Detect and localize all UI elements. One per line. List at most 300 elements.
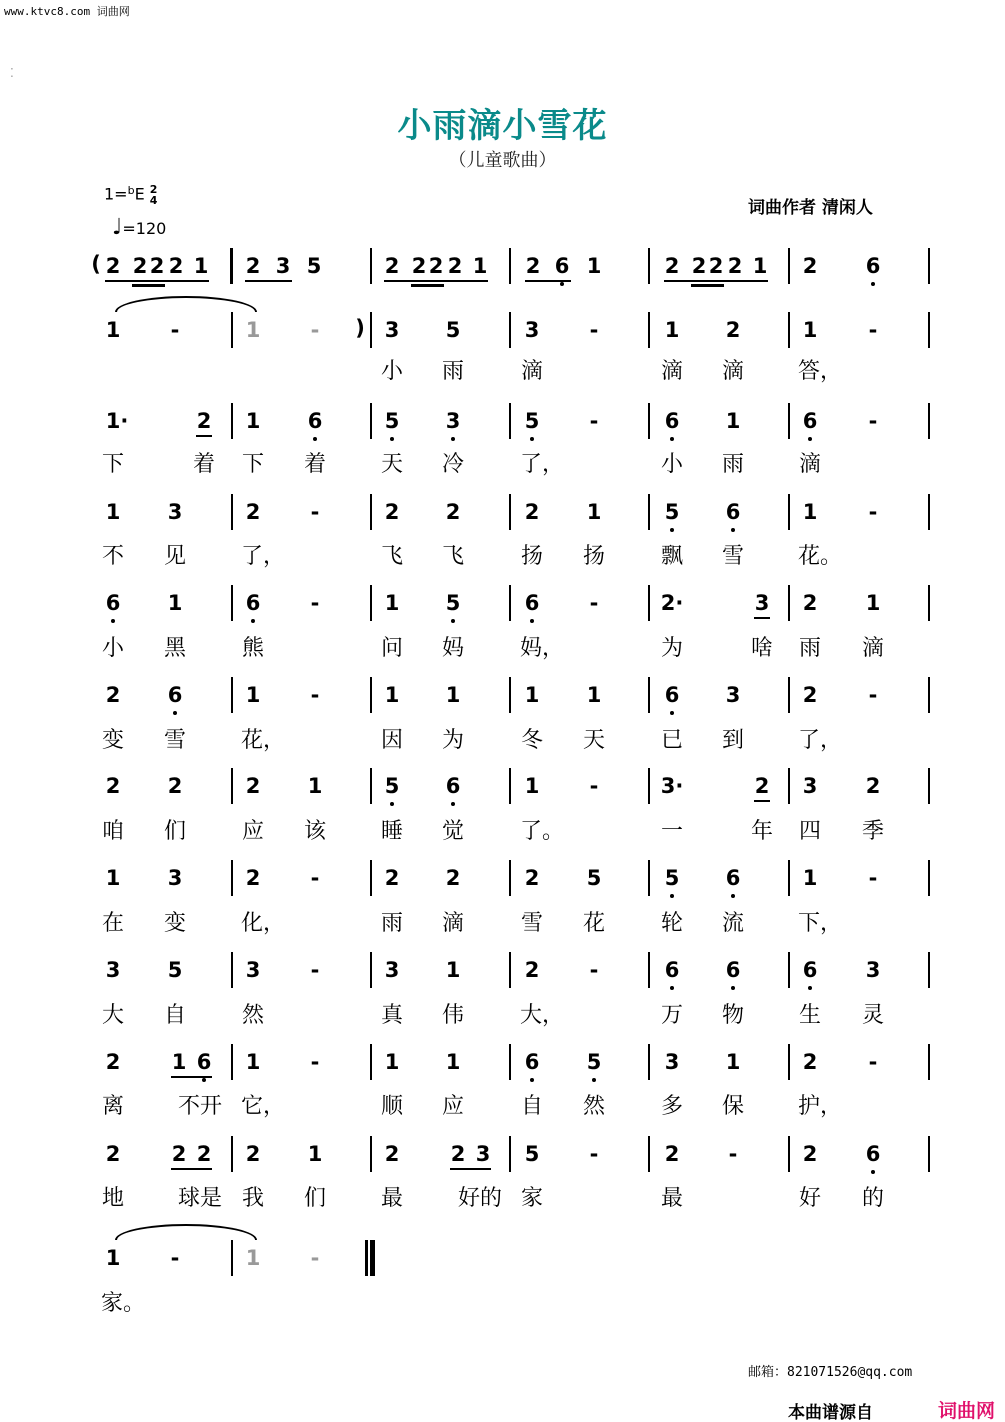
barline bbox=[231, 952, 233, 988]
lyric: 伟 bbox=[441, 1003, 464, 1028]
note: 2 bbox=[384, 500, 400, 524]
note: 1 bbox=[105, 866, 121, 890]
note: 2 bbox=[105, 1050, 121, 1074]
note: 1 bbox=[865, 591, 881, 615]
final-barline bbox=[365, 1240, 368, 1276]
octave-dot bbox=[451, 619, 455, 623]
barline bbox=[648, 1044, 650, 1080]
note: - bbox=[170, 318, 180, 342]
lyric: 了。 bbox=[520, 819, 565, 844]
note: 1 bbox=[524, 683, 540, 707]
lyric: 花 bbox=[582, 911, 605, 936]
barline bbox=[370, 952, 372, 988]
barline bbox=[648, 494, 650, 530]
note: 2 bbox=[384, 1142, 400, 1166]
note: 2 bbox=[802, 254, 818, 278]
lyric: 不开 bbox=[178, 1094, 223, 1119]
note: 3 bbox=[445, 409, 461, 433]
lyric: 多 bbox=[660, 1094, 683, 1119]
barline bbox=[788, 677, 790, 713]
beam-underline bbox=[171, 1076, 212, 1078]
barline bbox=[231, 1240, 233, 1276]
side-mark: ⁚ bbox=[10, 66, 14, 80]
note: 2 bbox=[802, 1050, 818, 1074]
lyric: 天 bbox=[380, 452, 403, 477]
lyric: 最 bbox=[380, 1186, 403, 1211]
note: 2 bbox=[245, 866, 261, 890]
octave-dot bbox=[530, 619, 534, 623]
lyric: 冷 bbox=[441, 452, 464, 477]
note: 2 bbox=[196, 1142, 212, 1166]
note: 2 bbox=[664, 1142, 680, 1166]
lyric: 到 bbox=[721, 728, 744, 753]
note: 2 bbox=[450, 1142, 466, 1166]
note: 1 bbox=[245, 1246, 261, 1270]
barline bbox=[648, 1136, 650, 1172]
lyric: 为 bbox=[441, 728, 464, 753]
note: 6 bbox=[725, 866, 741, 890]
barline bbox=[509, 1136, 511, 1172]
lyric: 它， bbox=[241, 1094, 286, 1119]
lyric: 自 bbox=[520, 1094, 543, 1119]
lyric: 花， bbox=[241, 728, 286, 753]
lyric: 啥 bbox=[750, 636, 773, 661]
note: 5 bbox=[445, 591, 461, 615]
note: 1 bbox=[307, 774, 323, 798]
barline bbox=[509, 1044, 511, 1080]
final-barline-thick bbox=[370, 1240, 375, 1276]
lyric: 家 bbox=[520, 1186, 543, 1211]
note: 1 bbox=[171, 1050, 187, 1074]
barline bbox=[509, 860, 511, 896]
note: 1 bbox=[245, 318, 261, 342]
barline bbox=[788, 494, 790, 530]
beam-underline bbox=[664, 280, 768, 282]
note: 1 bbox=[384, 683, 400, 707]
note: 6 bbox=[725, 958, 741, 982]
barline bbox=[788, 312, 790, 348]
lyric: 的 bbox=[861, 1186, 884, 1211]
barline bbox=[928, 403, 930, 439]
lyric: 们 bbox=[303, 1186, 326, 1211]
barline bbox=[788, 768, 790, 804]
octave-dot bbox=[313, 437, 317, 441]
lyric: 了， bbox=[520, 452, 565, 477]
note: 6 bbox=[105, 591, 121, 615]
lyric: 了， bbox=[241, 544, 286, 569]
note: 2 bbox=[445, 866, 461, 890]
octave-dot bbox=[560, 282, 564, 286]
note: 1 bbox=[802, 318, 818, 342]
lyric: 着 bbox=[303, 452, 326, 477]
note: 5 bbox=[524, 1142, 540, 1166]
note: 6 bbox=[167, 683, 183, 707]
note: 3 bbox=[725, 683, 741, 707]
barline bbox=[928, 585, 930, 621]
lyric: 生 bbox=[798, 1003, 821, 1028]
note: 2 bbox=[149, 254, 165, 278]
lyric: 下， bbox=[798, 911, 843, 936]
quarter-note-icon: ♩ bbox=[112, 215, 123, 240]
note: 3 bbox=[245, 958, 261, 982]
note: 1 bbox=[105, 1246, 121, 1270]
note: 6 bbox=[445, 774, 461, 798]
lyric: 下 bbox=[101, 452, 124, 477]
beam-underline bbox=[525, 280, 571, 282]
octave-dot bbox=[731, 528, 735, 532]
lyric: 睡 bbox=[380, 819, 403, 844]
note: 2 bbox=[691, 254, 707, 278]
lyric: 好的 bbox=[458, 1186, 503, 1211]
note: 1 bbox=[586, 683, 602, 707]
beam-underline bbox=[754, 617, 770, 619]
barline bbox=[928, 494, 930, 530]
note: 1 bbox=[167, 591, 183, 615]
lyric: 雪 bbox=[163, 728, 186, 753]
octave-dot bbox=[251, 619, 255, 623]
barline bbox=[509, 494, 511, 530]
note: 2 bbox=[171, 1142, 187, 1166]
octave-dot bbox=[111, 619, 115, 623]
note: 1 bbox=[245, 409, 261, 433]
barline bbox=[648, 403, 650, 439]
note: - bbox=[868, 318, 878, 342]
lyric: 小 bbox=[380, 359, 403, 384]
octave-dot bbox=[202, 1078, 206, 1082]
note: 1 bbox=[802, 866, 818, 890]
note: 6 bbox=[802, 958, 818, 982]
octave-dot bbox=[530, 1078, 534, 1082]
barline bbox=[788, 248, 790, 284]
note: - bbox=[310, 958, 320, 982]
lyric: 滴 bbox=[660, 359, 683, 384]
octave-dot bbox=[530, 437, 534, 441]
lyric: 化， bbox=[241, 911, 286, 936]
note: 5 bbox=[306, 254, 322, 278]
footer-source: 本曲谱源自 bbox=[788, 1403, 873, 1422]
tie-arc bbox=[115, 296, 257, 312]
key-letter: E bbox=[134, 184, 145, 204]
note: 1 bbox=[193, 254, 209, 278]
note: 2 bbox=[245, 774, 261, 798]
barline bbox=[231, 312, 233, 348]
barline bbox=[788, 585, 790, 621]
barline bbox=[509, 677, 511, 713]
lyric: 流 bbox=[721, 911, 744, 936]
barline bbox=[509, 312, 511, 348]
lyric: 年 bbox=[750, 819, 773, 844]
beam-underline bbox=[450, 1168, 491, 1170]
barline bbox=[370, 768, 372, 804]
note: 6 bbox=[664, 958, 680, 982]
lyric: 大， bbox=[520, 1003, 565, 1028]
lyric: 应 bbox=[441, 1094, 464, 1119]
note: 5 bbox=[586, 866, 602, 890]
beam-underline bbox=[105, 280, 209, 282]
key-prefix: 1= bbox=[104, 184, 128, 204]
lyric: 黑 bbox=[163, 636, 186, 661]
note: 2 bbox=[167, 774, 183, 798]
barline bbox=[370, 494, 372, 530]
note: - bbox=[310, 500, 320, 524]
lyric: 最 bbox=[660, 1186, 683, 1211]
note: 6 bbox=[245, 591, 261, 615]
note: 2 bbox=[196, 409, 212, 433]
note: 2 bbox=[524, 866, 540, 890]
note: 2 bbox=[105, 1142, 121, 1166]
note: 2 bbox=[411, 254, 427, 278]
note: 1 bbox=[445, 958, 461, 982]
time-bottom: 4 bbox=[149, 194, 158, 207]
composer-credit: 词曲作者 清闲人 bbox=[748, 198, 873, 218]
note: 1· bbox=[105, 409, 129, 433]
barline bbox=[370, 677, 372, 713]
barline bbox=[509, 768, 511, 804]
note: 3 bbox=[167, 866, 183, 890]
beam-underline bbox=[132, 285, 165, 287]
note: 1 bbox=[307, 1142, 323, 1166]
note: - bbox=[868, 683, 878, 707]
note: - bbox=[589, 591, 599, 615]
barline bbox=[928, 768, 930, 804]
beam-underline bbox=[411, 285, 444, 287]
note: 3 bbox=[475, 1142, 491, 1166]
note: - bbox=[310, 683, 320, 707]
barline bbox=[370, 1044, 372, 1080]
song-title: 小雨滴小雪花 bbox=[397, 106, 608, 146]
note: 1 bbox=[725, 409, 741, 433]
note: 1 bbox=[384, 591, 400, 615]
note: 3 bbox=[167, 500, 183, 524]
lyric: 离 bbox=[101, 1094, 124, 1119]
note: 1 bbox=[445, 1050, 461, 1074]
note: - bbox=[310, 1050, 320, 1074]
barline bbox=[231, 768, 233, 804]
note: 6 bbox=[524, 591, 540, 615]
barline bbox=[928, 952, 930, 988]
barline bbox=[928, 1136, 930, 1172]
beam-underline bbox=[384, 280, 488, 282]
lyric: 觉 bbox=[441, 819, 464, 844]
note: - bbox=[310, 591, 320, 615]
note: 3 bbox=[384, 958, 400, 982]
octave-dot bbox=[731, 894, 735, 898]
beam-underline bbox=[171, 1168, 212, 1170]
lyric: 变 bbox=[101, 728, 124, 753]
lyric: 扬 bbox=[582, 544, 605, 569]
lyric: 雪 bbox=[520, 911, 543, 936]
lyric: 变 bbox=[163, 911, 186, 936]
lyric: 在 bbox=[101, 911, 124, 936]
lyric: 我 bbox=[241, 1186, 264, 1211]
note: 2 bbox=[725, 318, 741, 342]
note: 3 bbox=[524, 318, 540, 342]
beam-underline bbox=[245, 280, 292, 282]
key-signature bbox=[104, 184, 157, 206]
note: 3 bbox=[754, 591, 770, 615]
lyric: 不 bbox=[101, 544, 124, 569]
octave-dot bbox=[451, 802, 455, 806]
barline bbox=[509, 248, 511, 284]
beam-underline bbox=[196, 435, 212, 437]
lyric: 大 bbox=[101, 1003, 124, 1028]
octave-dot bbox=[808, 437, 812, 441]
note: 2 bbox=[105, 683, 121, 707]
barline bbox=[231, 677, 233, 713]
note: 1 bbox=[586, 254, 602, 278]
lyric: 滴 bbox=[798, 452, 821, 477]
lyric: 已 bbox=[660, 728, 683, 753]
lyric: 见 bbox=[163, 544, 186, 569]
note: 2 bbox=[754, 774, 770, 798]
note: 2 bbox=[802, 1142, 818, 1166]
note: 2· bbox=[660, 591, 684, 615]
note: 2 bbox=[384, 254, 400, 278]
note: 2 bbox=[802, 683, 818, 707]
lyric: 保 bbox=[721, 1094, 744, 1119]
barline bbox=[509, 952, 511, 988]
note: 1 bbox=[586, 500, 602, 524]
barline bbox=[648, 677, 650, 713]
note: 1 bbox=[524, 774, 540, 798]
lyric: 四 bbox=[798, 819, 821, 844]
octave-dot bbox=[670, 528, 674, 532]
lyric: 灵 bbox=[861, 1003, 884, 1028]
barline bbox=[648, 312, 650, 348]
lyric: 咱 bbox=[101, 819, 124, 844]
note: 2 bbox=[525, 254, 541, 278]
note: 2 bbox=[105, 254, 121, 278]
lyric: 问 bbox=[380, 636, 403, 661]
note: 1 bbox=[105, 500, 121, 524]
lyric: 下 bbox=[241, 452, 264, 477]
lyric: 雪 bbox=[721, 544, 744, 569]
barline bbox=[788, 1136, 790, 1172]
barline bbox=[928, 1044, 930, 1080]
lyric: 滴 bbox=[721, 359, 744, 384]
note: - bbox=[310, 1246, 320, 1270]
lyric: 该 bbox=[303, 819, 326, 844]
note: 5 bbox=[586, 1050, 602, 1074]
note: 5 bbox=[524, 409, 540, 433]
lyric: 飞 bbox=[441, 544, 464, 569]
note: 1 bbox=[384, 1050, 400, 1074]
barline bbox=[370, 585, 372, 621]
note: - bbox=[728, 1142, 738, 1166]
song-subtitle: （儿童歌曲） bbox=[448, 150, 557, 171]
lyric: 顺 bbox=[380, 1094, 403, 1119]
barline bbox=[231, 1136, 233, 1172]
lyric: 然 bbox=[241, 1003, 264, 1028]
note: 2 bbox=[245, 500, 261, 524]
barline bbox=[648, 768, 650, 804]
note: 2 bbox=[105, 774, 121, 798]
beam-underline bbox=[754, 800, 770, 802]
lyric: 滴 bbox=[441, 911, 464, 936]
note: 2 bbox=[132, 254, 148, 278]
lyric: 应 bbox=[241, 819, 264, 844]
note: 6 bbox=[196, 1050, 212, 1074]
barline bbox=[788, 952, 790, 988]
octave-dot bbox=[592, 1078, 596, 1082]
flat-sign: b bbox=[127, 183, 135, 197]
footer-email: 邮箱：821071526@qq.com bbox=[748, 1365, 913, 1380]
note: - bbox=[170, 1246, 180, 1270]
note: 2 bbox=[245, 254, 261, 278]
barline bbox=[230, 248, 232, 284]
octave-dot bbox=[871, 1170, 875, 1174]
barline bbox=[231, 585, 233, 621]
lyric: 然 bbox=[582, 1094, 605, 1119]
lyric: 雨 bbox=[380, 911, 403, 936]
note: 2 bbox=[727, 254, 743, 278]
note: 2 bbox=[708, 254, 724, 278]
note: 6 bbox=[802, 409, 818, 433]
octave-dot bbox=[808, 986, 812, 990]
beam-underline bbox=[691, 285, 724, 287]
lyric: 因 bbox=[380, 728, 403, 753]
note: 6 bbox=[307, 409, 323, 433]
note: 2 bbox=[168, 254, 184, 278]
lyric: 滴 bbox=[861, 636, 884, 661]
barline bbox=[928, 677, 930, 713]
barline bbox=[370, 248, 372, 284]
note: 5 bbox=[445, 318, 461, 342]
note: 6 bbox=[554, 254, 570, 278]
lyric: 家。 bbox=[101, 1291, 146, 1316]
note: 5 bbox=[167, 958, 183, 982]
note: 5 bbox=[664, 866, 680, 890]
note: 1 bbox=[664, 318, 680, 342]
time-top: 2 bbox=[149, 183, 158, 196]
note: 3· bbox=[660, 774, 684, 798]
note: 3 bbox=[802, 774, 818, 798]
barline bbox=[231, 1044, 233, 1080]
note: 1 bbox=[245, 1050, 261, 1074]
note: 2 bbox=[802, 591, 818, 615]
barline bbox=[231, 403, 233, 439]
barline bbox=[509, 403, 511, 439]
note: - bbox=[310, 318, 320, 342]
lyric: 好 bbox=[798, 1186, 821, 1211]
note: 2 bbox=[445, 500, 461, 524]
barline bbox=[928, 860, 930, 896]
octave-dot bbox=[670, 437, 674, 441]
lyric: 小 bbox=[660, 452, 683, 477]
footer-logo: 词曲网 bbox=[938, 1400, 996, 1422]
barline bbox=[648, 248, 650, 284]
note: 1 bbox=[802, 500, 818, 524]
barline bbox=[509, 585, 511, 621]
lyric: 雨 bbox=[441, 359, 464, 384]
lyric: 真 bbox=[380, 1003, 403, 1028]
note: - bbox=[589, 409, 599, 433]
lyric: 冬 bbox=[520, 728, 543, 753]
octave-dot bbox=[670, 894, 674, 898]
lyric: 花。 bbox=[798, 544, 843, 569]
note: - bbox=[589, 774, 599, 798]
lyric: 了， bbox=[798, 728, 843, 753]
lyric: 们 bbox=[163, 819, 186, 844]
barline bbox=[928, 248, 930, 284]
lyric: 飞 bbox=[380, 544, 403, 569]
lyric: 球是 bbox=[178, 1186, 223, 1211]
barline bbox=[370, 860, 372, 896]
lyric: 着 bbox=[192, 452, 215, 477]
lyric: 护， bbox=[798, 1094, 843, 1119]
lyric: 一 bbox=[660, 819, 683, 844]
lyric: 为 bbox=[660, 636, 683, 661]
